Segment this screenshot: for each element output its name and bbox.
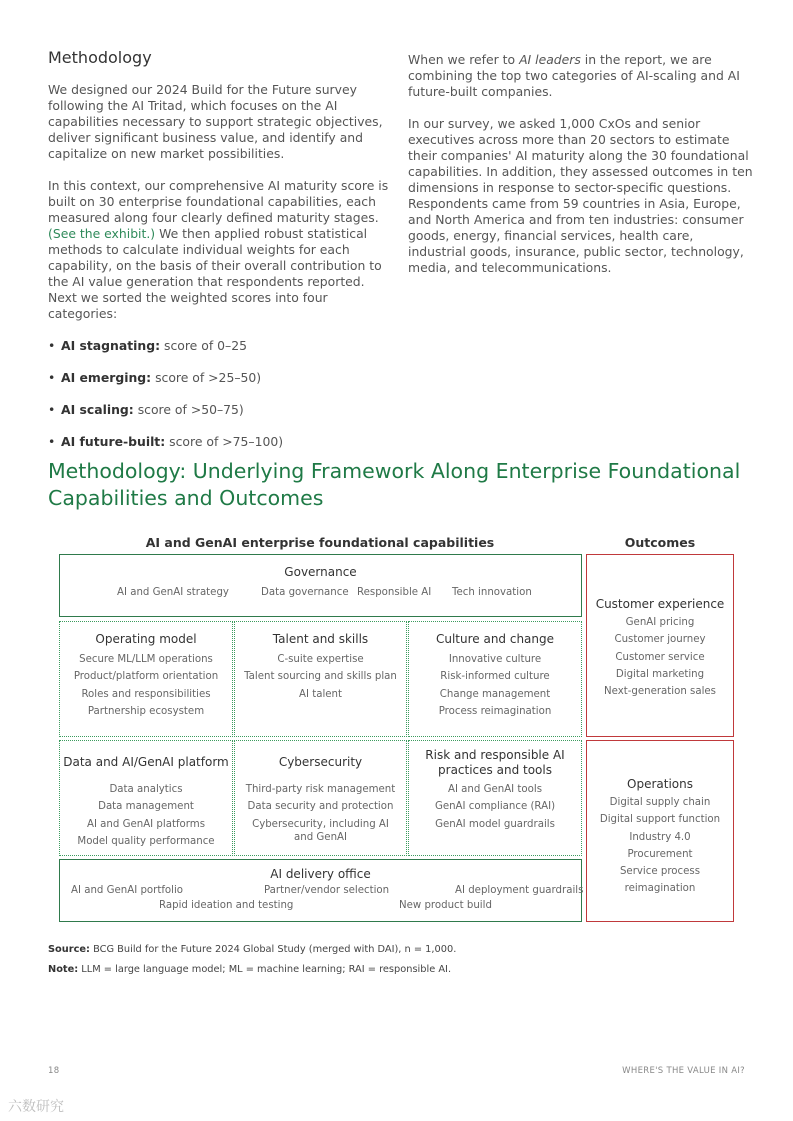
customer-experience-items [587, 614, 733, 700]
list-item: Customer journey [614, 634, 706, 646]
list-item: Customer service [615, 651, 705, 663]
list-item: Data management [98, 801, 194, 813]
list-item: Digital marketing [615, 668, 705, 680]
list-item: Product/platform orientation [73, 671, 219, 683]
ai-leaders-text-b: in the report, we are combining the top two categories of AI-scaling and AI future-built companies. [408, 52, 740, 99]
list-item: AI and GenAI platforms [86, 818, 206, 830]
ai-leaders-text-a: When we refer to [408, 52, 520, 67]
methodology-heading: Methodology [48, 48, 152, 67]
cybersecurity-box [234, 740, 407, 856]
intro-paragraph: We designed our 2024 Build for the Future survey following the AI Tritad, which focuses on the AI capabilities necessary to support strategic objectives, deliver significant business value, and identify and capitalize on new market possibilities. [48, 82, 383, 161]
culture-title: Culture and change [435, 632, 555, 646]
note-label: Note: [48, 964, 79, 975]
list-item: Model quality performance [77, 835, 215, 847]
risk-items [409, 781, 581, 833]
category-name: AI scaling: [61, 402, 134, 417]
category-desc: score of >50–75) [137, 402, 244, 417]
talent-box [234, 621, 407, 737]
bullet-icon: • [48, 402, 56, 417]
list-item: GenAI compliance (RAI) [434, 801, 556, 813]
risk-title-line-2: practices and tools [438, 763, 552, 777]
operations-box [586, 740, 734, 922]
governance-box [59, 554, 582, 617]
maturity-text-b: We then applied robust statistical methods to calculate individual weights for each capability, on the basis of their overall contribution to the AI value generation that respondents reported. Next we sorted the weighted scores into four categories: [48, 226, 382, 321]
customer-experience-title: Customer experience [595, 597, 725, 611]
operations-title: Operations [627, 777, 693, 791]
list-item: Digital supply chain [609, 797, 711, 808]
maturity-text-a: In this context, our comprehensive AI maturity score is built on 30 enterprise foundational capabilities, each measured along four clearly defined maturity stages. [48, 178, 389, 225]
maturity-paragraph [48, 178, 393, 322]
talent-title: Talent and skills [272, 632, 369, 646]
list-item [48, 370, 393, 386]
delivery-office-title: AI delivery office [270, 867, 371, 881]
list-item [48, 434, 393, 450]
talent-items [235, 651, 406, 703]
list-item: Secure ML/LLM operations [79, 654, 213, 665]
operating-model-box [59, 621, 233, 737]
governance-item: Tech innovation [452, 587, 532, 598]
list-item [48, 402, 393, 418]
list-item: Partnership ecosystem [87, 705, 205, 717]
risk-title-line-1: Risk and responsible AI [425, 748, 565, 762]
category-desc: score of >25–50) [155, 370, 262, 385]
governance-item: Responsible AI [357, 587, 432, 598]
running-title: WHERE'S THE VALUE IN AI? [622, 1066, 745, 1076]
list-item: GenAI pricing [625, 617, 695, 628]
governance-item: AI and GenAI strategy [117, 587, 229, 598]
list-item: Industry 4.0 [629, 831, 691, 843]
governance-item: Data governance [261, 587, 349, 598]
cybersecurity-items [235, 781, 406, 844]
right-column [408, 52, 753, 292]
data-platform-box [59, 740, 233, 856]
culture-items [409, 651, 581, 720]
source-line [48, 940, 456, 960]
outcomes-header: Outcomes [624, 535, 696, 550]
risk-box [408, 740, 582, 856]
note-text: LLM = large language model; ML = machine learning; RAI = responsible AI. [78, 964, 452, 975]
maturity-categories-list [48, 338, 393, 450]
survey-paragraph: In our survey, we asked 1,000 CxOs and senior executives across more than 20 sectors to estimate their companies' AI maturity along the 30 foundational capabilities. In addition, they assessed outcomes in ten dimensions in response to sector-specific questions. Respondents came from 59 countries in Asia, Europe, and North America and from ten industries: consumer goods, energy, financial services, health care, industrial goods, insurance, public sector, technology, media, and telecommunications. [408, 116, 753, 275]
list-item: Roles and responsibilities [81, 688, 211, 700]
bullet-icon: • [48, 338, 56, 353]
list-item: Process reimagination [438, 705, 552, 717]
list-item: AI talent [299, 688, 342, 700]
list-item: Data security and protection [247, 801, 394, 813]
cybersecurity-title: Cybersecurity [278, 755, 363, 769]
operating-model-items [60, 651, 232, 720]
list-item: Talent sourcing and skills plan [244, 671, 397, 683]
list-item: C-suite expertise [277, 654, 364, 665]
figure-title: Methodology: Underlying Framework Along Enterprise Foundational Capabilities and Outcomes [48, 459, 741, 510]
category-desc: score of 0–25 [164, 338, 247, 353]
category-name: AI future-built: [61, 434, 166, 449]
delivery-item: Partner/vendor selection [264, 885, 390, 896]
list-item: Data analytics [109, 784, 183, 795]
list-item: Third-party risk management [245, 784, 396, 795]
data-platform-items [60, 781, 232, 850]
bullet-icon: • [48, 370, 56, 385]
culture-box [408, 621, 582, 737]
list-item: AI and GenAI tools [447, 784, 543, 795]
customer-experience-box [586, 554, 734, 737]
delivery-item: AI deployment guardrails [455, 885, 584, 896]
category-desc: score of >75–100) [169, 434, 284, 449]
category-name: AI stagnating: [61, 338, 161, 353]
figure-notes [48, 940, 456, 980]
delivery-item: New product build [399, 900, 492, 911]
note-line [48, 960, 456, 980]
governance-title: Governance [284, 565, 357, 579]
delivery-item: AI and GenAI portfolio [71, 885, 184, 896]
see-exhibit-link[interactable]: (See the exhibit.) [48, 226, 156, 241]
list-item [48, 338, 393, 354]
list-item: Change management [439, 688, 551, 700]
list-item: Digital support function [599, 814, 721, 826]
operations-items [587, 794, 733, 898]
delivery-item: Rapid ideation and testing [159, 900, 294, 911]
capabilities-header: AI and GenAI enterprise foundational capabilities [145, 535, 495, 550]
ai-leaders-paragraph [408, 52, 753, 100]
bullet-icon: • [48, 434, 56, 449]
left-column [48, 48, 393, 466]
page-number: 18 [48, 1066, 60, 1076]
delivery-office-box [59, 859, 582, 922]
category-name: AI emerging: [61, 370, 152, 385]
list-item: Risk-informed culture [440, 671, 550, 683]
list-item: GenAI model guardrails [435, 818, 555, 830]
list-item: Service process reimagination [619, 866, 701, 895]
list-item: Next-generation sales [603, 686, 716, 698]
list-item: Cybersecurity, including AI [252, 818, 389, 830]
watermark: 六数研究 [8, 1099, 64, 1115]
source-text: BCG Build for the Future 2024 Global Study (merged with DAI), n = 1,000. [89, 944, 457, 955]
data-platform-title: Data and AI/GenAI platform [63, 755, 229, 769]
ai-leaders-emphasis: AI leaders [519, 52, 581, 67]
list-item: Innovative culture [448, 654, 542, 665]
list-item: and GenAI [294, 831, 347, 843]
operating-model-title: Operating model [95, 632, 197, 646]
source-label: Source: [48, 944, 90, 955]
list-item: Procurement [627, 848, 693, 860]
